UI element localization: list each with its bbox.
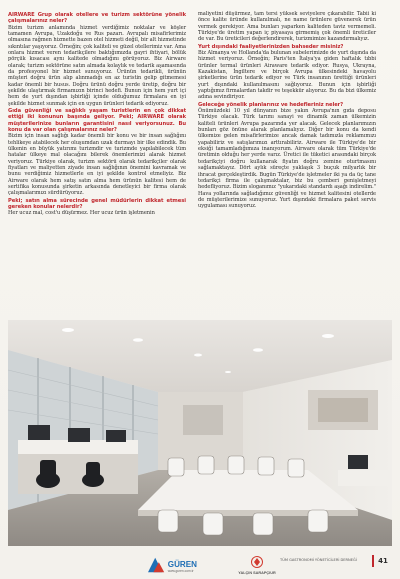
answer-paragraph: Her ucuz mal, cost'u düşürmez. Her ucuz ürün işletmenin <box>8 210 155 217</box>
answer-paragraph: Bizim için insan sağlığı kadar önemli bir konu ve bir insan sağlığını tehlikeye atabilecek her oluşumdan uzak durmayı bir ilke edindik. Bu ülkenin en büyük yatırımı turizmdir ve turizmde yapılabilecek tüm hatalar ülkeye mal olacağını bilerek önemlerimizi alarak hizmet veriyoruz. Türkiye olarak, turizm sektörü olarak tedarikçiler olarak fiyatları ve maliyetten ziyade insan sağlığının önemini kavramak ve bunu verdiğimiz hizmetlerle en iyi şekilde kontrol etmeliyiz. Biz Airware olarak hem satış satın alma hem ürünün kalitesi hem de sertifika konusunda şirketin arkasında denetleyici bir firma olarak çalışmalarımızı sürdürüyoruz. <box>8 133 186 197</box>
guren-wordmark: GÜREN <box>167 559 197 569</box>
page-number: 41 <box>378 557 388 565</box>
office-interior-illustration <box>8 320 392 546</box>
guren-url: www.guren.com.tr <box>167 569 194 574</box>
answer-paragraph: maliyetini düşürmez, tam tersi yüksek seviyelere çıkarabilir. Tabii ki önce kalite üründe kullanılmalı, ne name ürünlere güvenerek ürün vermek gerekiyor. Ama bunları yaparken kaliteden taviz vermemeli. Türkiye'de üretim yapan iç piyasaya girmemiş çok önemli üreticiler de var. Bu üreticileri değerlendirerek, turizmimize kazandırmalıyız. <box>198 11 376 43</box>
question-heading: Yurt dışındaki faaliyetlerinizden bahseder misiniz? <box>198 43 344 50</box>
office-photo <box>8 320 392 546</box>
yalcin-wordmark: YALÇIN SARAPÇIUR <box>238 571 276 575</box>
page-footer <box>0 546 400 579</box>
guren-logo <box>142 556 226 574</box>
question-heading: AIRWARE Grup olarak otellere ve turizm sektörüne yönelik çalışmalarınız neler? <box>8 12 186 25</box>
association-name: TÜM GASTRONOMİ YÖNETİCİLERİ DERNEĞİ <box>280 558 357 562</box>
question-heading: Geleceğe yönelik planlarınız ve hedefleriniz neler? <box>198 101 344 108</box>
page-number-accent <box>372 555 374 567</box>
question-heading: Peki; satın alma sürecinde genel müdürlerin dikkat etmesi gereken konular nelerdir? <box>8 197 186 210</box>
right-column <box>198 11 376 211</box>
answer-paragraph: Biz Almanya ve Hollanda'da bulunan subelerimizde de yurt dışında da hizmet veriyoruz. Örneğin; Paris'ten İtalya'ya giden haftalık tıbbi ürünler termal ürünleri Airaware tedarik ediyor. Rusya, Ukrayna, Kazakistan, İngiltere ve birçok Avrupa ülkesindeki havayolu şirketlerine ürün tedarik ediyor ve Türk insanının ürettiği ürünleri yurt dışındaki kullanılmasını sağlıyoruz. Bunun için işbirliği yaptığımız firmalardan takdir ve teşekkür alıyoruz. Bu da bizi ülkemiz adına sevindiriyor. <box>198 50 376 101</box>
left-column <box>8 11 186 218</box>
question-heading: Gıda güvenliği ve sağlıklı yaşam turistlerin en çok dikkat ettiği iki konunun başında geliyor. Peki; AIRWARE olarak müşterilerinize bunların garantisini nasıl veriyorsunuz. Bu konu da var olan çalışmalarınız neler? <box>8 108 186 133</box>
answer-paragraph: Bizim turizm anlamında hizmet verdiğimiz noktalar ve köşler tamamen Avrupa, Uzakdoğu ve Rus pazarı. Avrupalı misafirlerimiz olmasına rağmen hizmette bazen otel hizmeti değil, bir alt hizmetinde sıkıntılar yaşıyoruz. Örneğin; çok kaliteli ve güzel otellerimiz var. Ama onlara hizmet veren tedarikçilere baktığımızda gayri ihtiyari, bölük pörçük kısacası aynı kalitede olmadığını görüyoruz. Biz Airware olarak; turizm sektörüne satın almada kolaylık ve tedarik aşamasında da profesyonel bir hizmet sunuyoruz. Ürünün tedarikli, ürünün müşteri doğru ürün alıp alınmadığı en az turistin gelip gitmemesi kadar önemli bir husus. Doğru ürünü doğru yerde üretip, doğru bir şekilde ulaştırmak firmamızın birinci hedefi. Bunun için hem yurt içi hem de yurt dışından işbirliği içinde olduğumuz firmalara en iyi şekilde hizmet sunmak için en uygun ürünleri tedarik ediyoruz. <box>8 24 186 107</box>
answer-paragraph: Önümüzdeki 10 yıl dünyanın bize yakın Avrupa'nın gıda deposu Türkiye olacak. Türk tarımı sanayi ve dinamik zaman ülkemizin kaliteli ürünleri Avrupa pazarında yer alacak. Gelecek planlarımızın bunları göz önüne alarak planlamalıyız. Diğer bir konu da kendi ülkemize gelen misafirlerimize ancak damak tadımızla reklamımızı yapabiliriz ve satışlarımızı arttırabiliriz. Airware ile Türkiye'de bir eksiği tamamladığımıza inanıyorum. Airware olarak tüm Türkiye'de üretimin olduğu her yerde varız. Üretici ile tüketici arasındaki birçok tedarikçiyi doğru kullanarak fiyatın doğru zemine oturtmasını sağlamaktayız. Dört aylık süreçte yaklaşık 3 buçuk milyarlık bir ihracat gerçekleştirdik. Bugün Türkiye'de işletmeler iki ya da üç tane tedarikçi firma ile çalışmaktalar, biz bu çemberi genişletmeyi hedefliyoruz. Bizim sloganımız "yukarıdaki standardı aşağı indirelim." Hava yollarında sağladığımız güvenliği ve hizmet kalitesini otellerde de müşterilerimize sunuyoruz. Yurt dışındaki firmalara paket servis uygulaması sunuyoruz. <box>198 108 376 210</box>
yalcin-logo <box>232 554 282 576</box>
